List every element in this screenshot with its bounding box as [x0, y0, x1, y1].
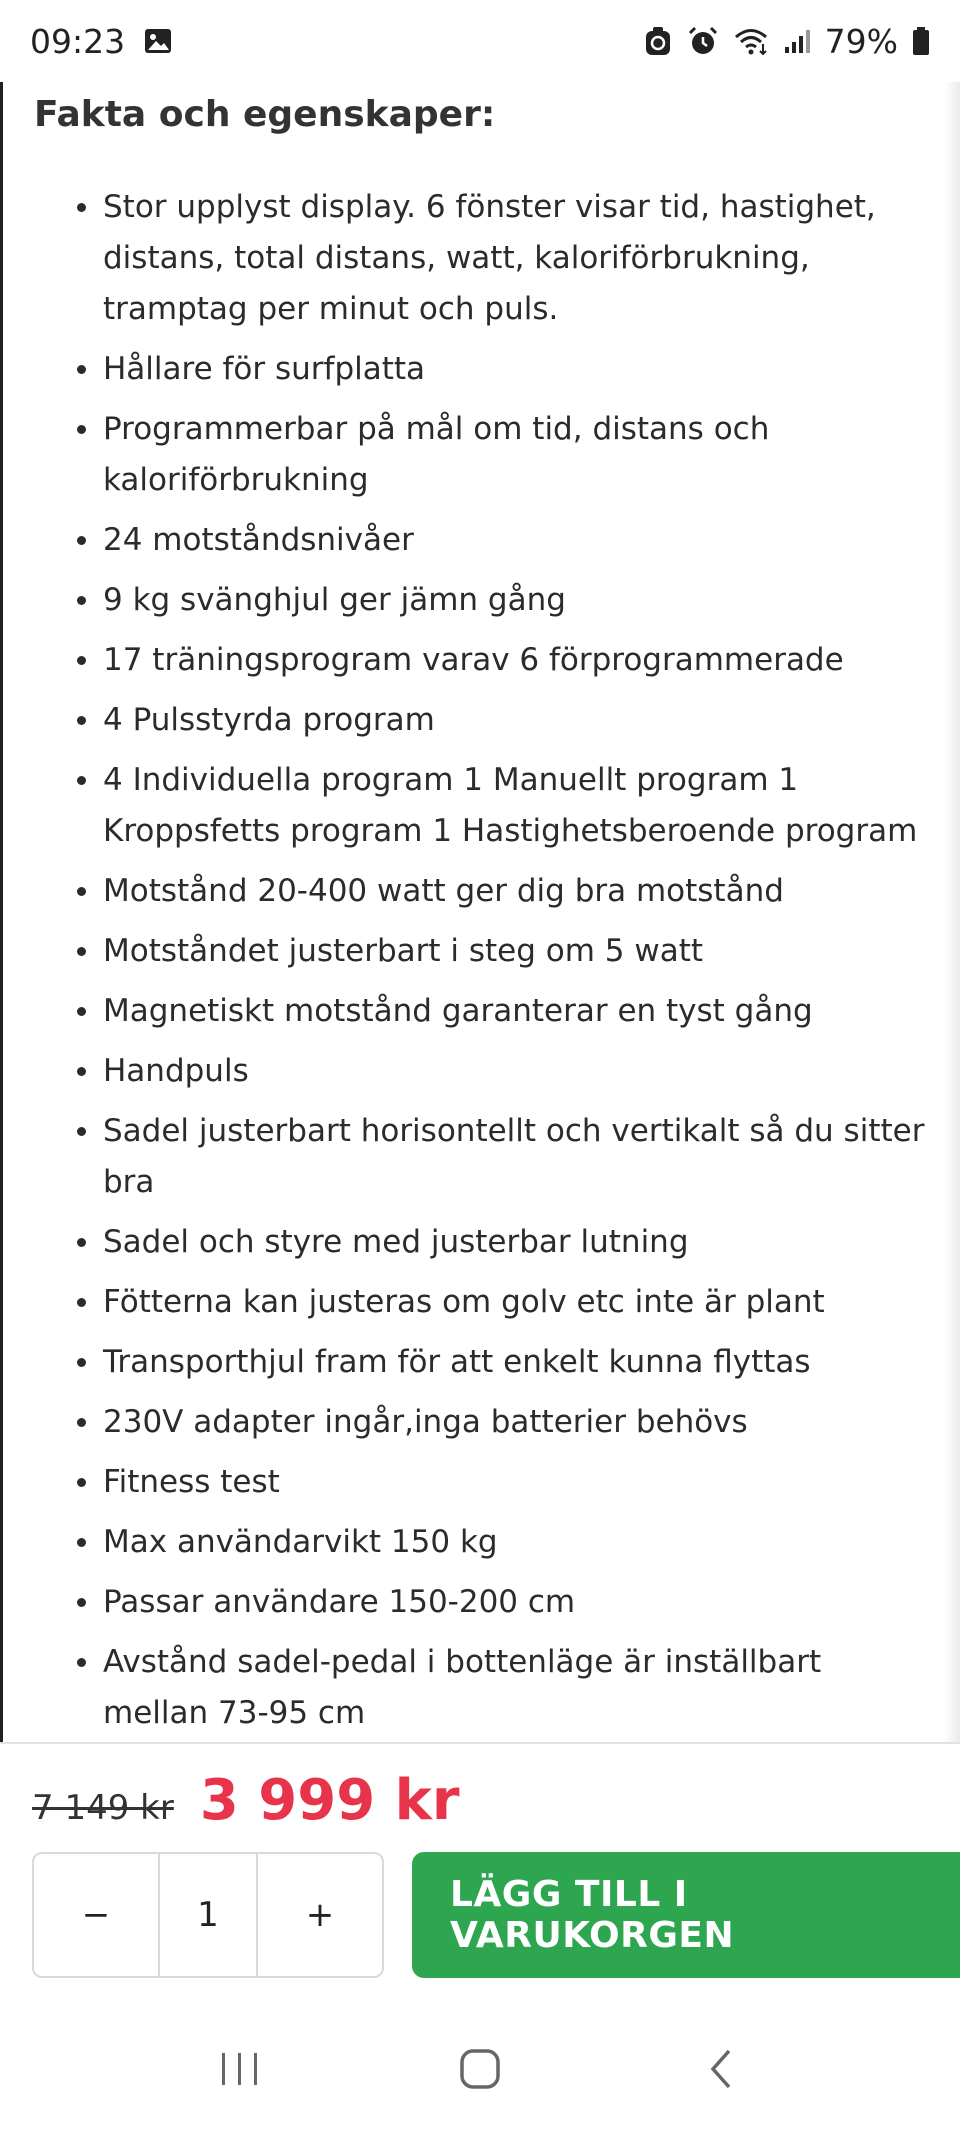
list-item: 9 kg svänghjul ger jämn gång: [103, 575, 930, 626]
home-icon[interactable]: [430, 2029, 530, 2109]
dolby-icon: [643, 25, 673, 57]
sale-price: 3 999 kr: [199, 1768, 460, 1833]
wifi-icon: [733, 26, 769, 56]
list-item: 24 motståndsnivåer: [103, 515, 930, 566]
list-item: Max användarvikt 150 kg: [103, 1517, 930, 1568]
system-nav-bar: [0, 2004, 960, 2133]
list-item: Motståndet justerbart i steg om 5 watt: [103, 926, 930, 977]
list-item: Handpuls: [103, 1046, 930, 1097]
list-item: Sadel och styre med justerbar lutning: [103, 1217, 930, 1268]
list-item: 4 Pulsstyrda program: [103, 695, 930, 746]
battery-percentage: 79%: [824, 21, 898, 61]
quantity-input[interactable]: 1: [160, 1854, 258, 1976]
image-icon: [143, 26, 173, 56]
product-details: [0, 82, 960, 1742]
quantity-stepper: [32, 1852, 384, 1978]
content-border: [0, 82, 3, 1742]
status-bar: [0, 0, 960, 82]
list-item: Magnetiskt motstånd garanterar en tyst gång: [103, 986, 930, 1037]
decrease-quantity-button[interactable]: −: [34, 1854, 160, 1976]
list-item: Avstånd sadel-pedal i bottenläge är inställbart mellan 73-95 cm: [103, 1637, 930, 1739]
list-item: Stor upplyst display. 6 fönster visar tid, hastighet, distans, total distans, watt, kaloriförbrukning, tramptag per minut och puls.: [103, 182, 930, 335]
list-item: 4 Individuella program 1 Manuellt program 1 Kroppsfetts program 1 Hastighetsberoende program: [103, 755, 930, 857]
list-item: Motstånd 20-400 watt ger dig bra motstånd: [103, 866, 930, 917]
feature-list: [0, 182, 930, 1742]
recent-apps-icon[interactable]: [190, 2029, 290, 2109]
list-item: 230V adapter ingår,inga batterier behövs: [103, 1397, 930, 1448]
list-item: 17 träningsprogram varav 6 förprogrammerade: [103, 635, 930, 686]
status-time: 09:23: [30, 21, 126, 61]
list-item: Hållare för surfplatta: [103, 344, 930, 395]
old-price: 7 149 kr: [32, 1788, 174, 1828]
battery-icon: [912, 26, 930, 56]
back-icon[interactable]: [670, 2029, 770, 2109]
list-item: Transporthjul fram för att enkelt kunna flyttas: [103, 1337, 930, 1388]
list-item: Passar användare 150-200 cm: [103, 1577, 930, 1628]
list-item: Fitness test: [103, 1457, 930, 1508]
increase-quantity-button[interactable]: +: [305, 1895, 335, 1935]
price-row: [32, 1768, 460, 1833]
list-item: Sadel justerbart horisontellt och vertikalt så du sitter bra: [103, 1106, 930, 1208]
alarm-icon: [687, 25, 719, 57]
section-title: Fakta och egenskaper:: [34, 94, 496, 135]
list-item: Programmerbar på mål om tid, distans och kaloriförbrukning: [103, 404, 930, 506]
content-shadow: [944, 82, 960, 1742]
list-item: Fötterna kan justeras om golv etc inte är plant: [103, 1277, 930, 1328]
add-to-cart-button[interactable]: LÄGG TILL I VARUKORGEN: [412, 1852, 960, 1978]
signal-icon: [783, 27, 811, 55]
purchase-bar: [0, 1742, 960, 2004]
